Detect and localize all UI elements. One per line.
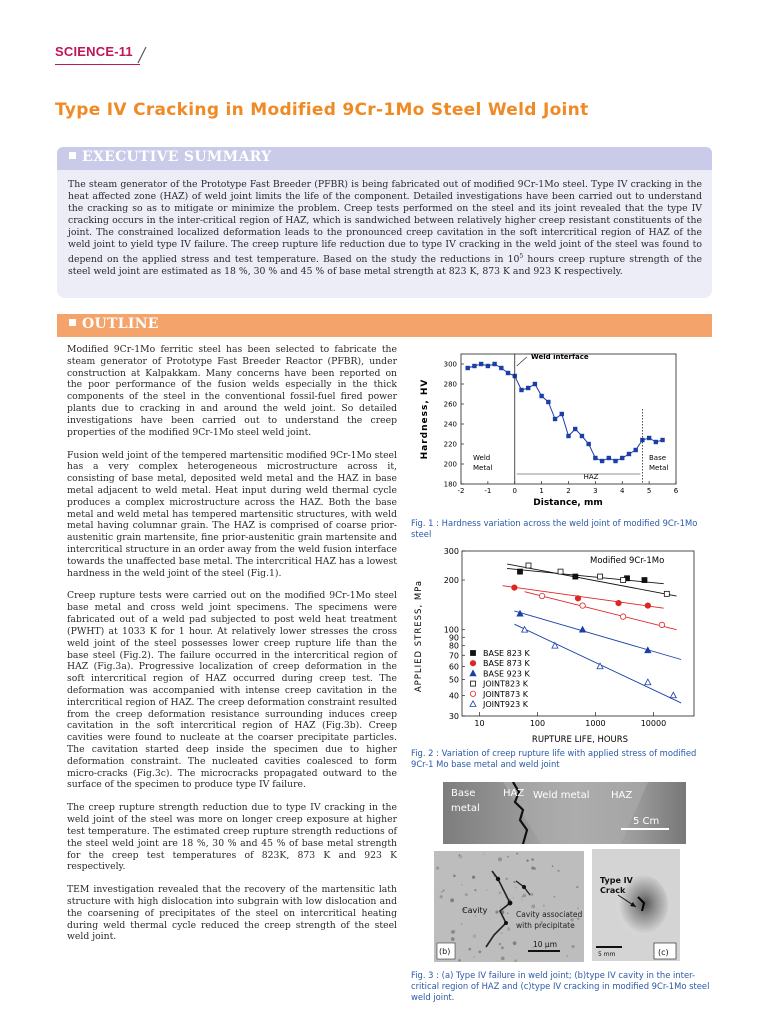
outline-paragraph: Creep rupture tests were carried out on the modified 9Cr-1Mo steel base metal and cross weld joint specimens. The specimens were fabricated out of a weld pad subjected to post weld heat treatment (PWHT) at 1033 K for 1 hour. At relatively lower stresses the cross weld joint of the steel possesses lower creep rupture life than the base steel (Fig.2). The failure occurred in the intercritical region of HAZ (Fig.3a). Progressive localization of creep deformation in the soft intercritical region of HAZ occurred during creep test. The deformation was accompanied with intense creep cavitation in the intercritical region of HAZ. The creep deformation constraint resulted from the creep deformation resistance surrounding induces creep cavitation in the soft intercritical region of HAZ (Fig.3b). Creep cavities were found to nucleate at the coarser precipitate particles. The cavitation started deep inside the specimen due to higher deformation constraint. The nucleated cavities coalesced to form micro-cracks (Fig.3c). The microcracks propagated outward to the surface of the specimen to produce type IV failure.	[67, 590, 397, 791]
fig3b-scale-label: 10 μm	[533, 940, 558, 949]
fig3b-cavity-label: Cavity	[462, 906, 488, 915]
executive-summary-text: The steam generator of the Prototype Fast Breeder (PFBR) is being fabricated out of modified 9Cr-1Mo steel. Type IV cracking in the heat affected zone (HAZ) of weld joint limits the life of the component. Detailed investigations have been carried out to understand the cracking so as to mitigate or minimize the problem. Creep tests performed on the steel and its joint revealed that the type IV cracking occurs in the inter-critical region of HAZ, which is sandwiched between relatively higher creep resistant constituents of the joint. The constrained localized deformation leads to the pronounced creep cavitation in the soft intercritical region of HAZ of the weld joint to yield type IV failure. The creep rupture life reduction due to type IV cracking in the weld joint of the steel was found to depend on the applied stress and test temperature. Based on the study the reductions in $10^5$ hours creep rupture strength of the steel weld joint are estimated as 18 %, 30 % and 45 % of base metal strength at 823 K, 873 K and 923 K respectively.	[68, 179, 702, 277]
fig2-y-tick-label: 80	[448, 641, 459, 651]
bullet-square-icon	[69, 319, 76, 326]
fig2-data-point	[620, 614, 625, 619]
outline-heading: OUTLINE	[82, 316, 159, 332]
fig2-data-point	[512, 585, 517, 590]
fig1-data-point	[586, 442, 590, 446]
fig2-trend-line	[525, 592, 677, 630]
fig2-data-point	[645, 603, 650, 608]
fig3a-base-metal-label: metal	[451, 803, 480, 814]
fig1-hardness-line	[468, 364, 663, 461]
fig2-ylabel: APPLIED STRESS, MPa	[414, 579, 424, 693]
fig2-y-tick-label: 40	[448, 691, 459, 701]
fig1-data-point	[580, 434, 584, 438]
fig2-caption	[411, 748, 713, 770]
fig3c-tag: (c)	[658, 948, 669, 957]
fig1-y-tick-label: 200	[443, 460, 457, 469]
fig1-data-point	[472, 364, 476, 368]
bullet-square-icon	[69, 152, 76, 159]
fig1-data-point	[526, 386, 530, 390]
section-tag: SCIENCE-11	[55, 44, 133, 59]
fig2-data-point	[552, 643, 558, 649]
fig1-y-tick-label: 240	[443, 420, 457, 429]
fig1-data-point	[607, 456, 611, 460]
fig2-trend-line	[507, 568, 664, 583]
outline-paragraph: Modified 9Cr-1Mo ferritic steel has been selected to fabricate the steam generator of Prototype Fast Breeder Reactor (PFBR), under construction at Kalpakkam. Many concerns have been reported on the poor performance of the fusion welds especially in the thick components of the steel in the conventional fossil-fuel fired power plants due to cracking in and around the weld joint. So detailed investigations have been carried out to understand the creep properties of the modified 9Cr-1Mo steel weld joint.	[67, 344, 397, 438]
fig1-data-point	[613, 459, 617, 463]
fig2-data-point	[616, 600, 621, 605]
fig2-caption-number: Fig. 2 :	[411, 748, 439, 758]
fig2-x-tick-label: 100	[529, 719, 546, 728]
fig2-data-point	[642, 578, 647, 583]
fig2-y-tick-label: 90	[448, 633, 459, 643]
fig1-data-point	[486, 364, 490, 368]
fig1-data-point	[466, 366, 470, 370]
fig2-legend-label: BASE 823 K	[483, 649, 530, 658]
fig1-data-point	[660, 438, 664, 442]
fig1-hardness-chart	[405, 346, 695, 510]
fig2-data-point	[575, 596, 580, 601]
fig1-data-point	[566, 434, 570, 438]
fig1-y-tick-label: 220	[443, 440, 457, 449]
fig2-y-tick-label: 30	[448, 712, 459, 721]
fig2-legend-marker	[470, 661, 475, 666]
fig1-data-point	[633, 448, 637, 452]
fig3b-micrograph	[434, 851, 584, 962]
fig1-x-tick-label: 5	[646, 487, 652, 495]
fig3a-base-metal-label: Base	[451, 788, 476, 799]
fig1-data-point	[560, 412, 564, 416]
fig1-x-tick-label: 0	[512, 487, 517, 495]
fig1-data-point	[506, 371, 510, 375]
fig1-base-metal-label: Base	[649, 454, 667, 462]
section-tag-slash	[136, 44, 148, 64]
fig1-y-tick-label: 260	[443, 400, 457, 409]
fig2-trend-line	[514, 611, 681, 660]
fig1-data-point	[600, 459, 604, 463]
fig2-legend-marker	[470, 691, 475, 696]
fig2-legend-label: BASE 873 K	[483, 659, 530, 669]
fig2-y-tick-label: 60	[448, 662, 459, 672]
fig1-data-point	[620, 456, 624, 460]
fig2-x-tick-label: 10	[474, 719, 485, 728]
fig1-data-point	[627, 452, 631, 456]
fig2-data-point	[518, 569, 523, 574]
fig1-data-point	[479, 362, 483, 366]
fig2-legend-marker	[470, 670, 476, 676]
fig2-y-tick-label: 100	[443, 625, 459, 635]
executive-summary-body	[57, 170, 712, 298]
fig2-legend-label: JOINT923 K	[483, 700, 528, 709]
fig1-x-tick-label: 4	[620, 487, 625, 495]
fig2-data-point	[659, 622, 664, 627]
fig2-y-tick-label: 200	[443, 576, 459, 586]
fig2-y-tick-label: 70	[448, 651, 459, 661]
fig1-xlabel: Distance, mm	[533, 498, 603, 508]
fig3a-macrograph	[443, 782, 686, 844]
fig2-data-point	[621, 578, 626, 583]
section-tag-underline	[55, 64, 140, 65]
fig3a-haz-label: HAZ	[503, 788, 525, 799]
outline-paragraph: TEM investigation revealed that the recovery of the martensitic lath structure with high dislocation into subgrain with low dislocation and the coarsening of precipitates of the steel on intercritical heating during weld thermal cycle reduced the creep strength of the steel weld joint.	[67, 884, 397, 943]
fig2-data-point	[598, 574, 603, 579]
fig2-data-point	[645, 679, 651, 685]
fig1-weld-metal-label: Weld	[473, 454, 491, 462]
fig1-weld-interface-pointer	[517, 357, 527, 366]
fig1-ylabel: Hardness, HV	[420, 378, 430, 460]
fig2-x-tick-label: 1000	[585, 719, 606, 728]
outline-header	[57, 314, 712, 337]
fig1-caption-number: Fig. 1 :	[411, 518, 439, 528]
fig1-x-tick-label: 1	[539, 487, 544, 495]
fig1-data-point	[492, 362, 496, 366]
outline-text-column	[67, 344, 397, 954]
fig2-data-point	[526, 563, 531, 568]
fig1-data-point	[519, 388, 523, 392]
fig2-legend-label: BASE 923 K	[483, 669, 530, 679]
fig3-caption	[411, 970, 713, 1003]
fig2-xlabel: RUPTURE LIFE, HOURS	[531, 735, 629, 745]
fig1-weld-interface-label: Weld interface	[531, 353, 589, 361]
fig1-data-point	[553, 417, 557, 421]
fig1-y-tick-label: 280	[443, 380, 457, 389]
fig3a-haz-label: HAZ	[611, 790, 633, 801]
fig3-caption-number: Fig. 3 :	[411, 970, 439, 980]
fig3a-scale-label: 5 Cm	[633, 816, 660, 827]
fig1-plot-frame	[461, 354, 676, 484]
fig1-weld-metal-label: Metal	[473, 464, 493, 472]
fig3b-cavity-associated-label: with precipitate	[516, 921, 575, 930]
fig2-data-point	[539, 593, 544, 598]
fig2-data-point	[522, 627, 528, 633]
fig2-legend-label: JOINT873 K	[483, 689, 528, 699]
fig1-data-point	[539, 394, 543, 398]
outline-paragraph: The creep rupture strength reduction due to type IV cracking in the weld joint of the steel was more on longer creep exposure at higher test temperature. The estimated creep rupture strength reductions of the steel weld joint are 18 %, 30 % and 45 % of base metal strength for the creep test temperatures of 823K, 873 K and 923 K respectively.	[67, 802, 397, 873]
fig1-y-tick-label: 180	[443, 480, 457, 489]
fig2-x-tick-label: 10000	[640, 719, 667, 728]
fig1-caption-text: Hardness variation across the weld joint of modified 9Cr-1Mo steel	[411, 518, 698, 539]
fig3c-scale-label: 5 mm	[598, 951, 616, 958]
fig2-caption-text: Variation of creep rupture life with applied stress of modified 9Cr-1 Mo base metal and weld joint	[411, 748, 697, 769]
fig2-trend-line	[514, 624, 681, 703]
fig2-data-point	[580, 603, 585, 608]
fig2-data-point	[558, 569, 563, 574]
executive-summary-heading: EXECUTIVE SUMMARY	[82, 149, 272, 165]
fig1-x-tick-label: 6	[673, 487, 679, 495]
fig1-caption	[411, 518, 711, 540]
fig2-data-point	[664, 591, 669, 596]
fig2-y-tick-label: 50	[448, 675, 459, 685]
fig2-trend-line	[507, 564, 676, 596]
fig2-data-point	[645, 647, 651, 653]
fig2-y-tick-label: 300	[443, 547, 459, 556]
fig1-data-point	[654, 440, 658, 444]
fig2-data-point	[670, 692, 676, 698]
fig3b-tag: (b)	[439, 947, 451, 956]
fig1-x-tick-label: -1	[484, 487, 492, 495]
fig1-x-tick-label: 3	[593, 487, 598, 495]
fig1-data-point	[499, 366, 503, 370]
fig1-data-point	[647, 436, 651, 440]
fig2-creep-chart	[405, 546, 705, 748]
fig3c-crack-label: Crack	[600, 886, 626, 895]
fig3a-weld-metal-label: Weld metal	[533, 790, 590, 801]
fig1-haz-label: HAZ	[583, 473, 599, 481]
fig1-data-point	[573, 427, 577, 431]
fig1-x-tick-label: -2	[457, 487, 465, 495]
fig2-data-point	[573, 574, 578, 579]
fig2-label: Modified 9Cr-1Mo	[590, 556, 665, 566]
fig3b-cavity-associated-label: Cavity associated	[516, 910, 583, 919]
fig3c-macrograph	[592, 849, 680, 961]
fig1-data-point	[593, 456, 597, 460]
fig2-legend-label: JOINT823 K	[483, 679, 528, 689]
fig3-caption-text: (a) Type IV failure in weld joint; (b)type IV cavity in the inter-critical region of HAZ and (c)type IV cracking in modified 9Cr-1Mo steel weld joint.	[411, 970, 710, 1002]
fig2-legend-marker	[471, 681, 476, 686]
fig1-data-point	[546, 400, 550, 404]
fig1-x-tick-label: 2	[566, 487, 571, 495]
fig1-data-point	[533, 382, 537, 386]
fig2-legend-marker	[470, 701, 476, 707]
fig3c-type-iv-label: Type IV	[600, 876, 633, 885]
executive-summary-header	[57, 147, 712, 170]
fig1-base-metal-label: Metal	[649, 464, 669, 472]
page-title: Type IV Cracking in Modified 9Cr-1Mo Steel Weld Joint	[55, 100, 589, 120]
fig1-y-tick-label: 300	[443, 360, 457, 369]
fig2-data-point	[580, 627, 586, 633]
fig2-legend-marker	[471, 651, 476, 656]
outline-paragraph: Fusion weld joint of the tempered martensitic modified 9Cr-1Mo steel has a very complex heterogeneous microstructure across it, consisting of base metal, deposited weld metal and the HAZ in base metal adjacent to weld metal. Heat input during weld thermal cycle produces a complex microstructure across the HAZ. Both the base metal and weld metal has tempered martensitic structures, with weld metal having columnar grain. The HAZ is comprised of coarse prior-austenitic grain martensite, fine prior-austenitic grain martensite and intercritical structure in an order away from the weld fusion interface towards the unaffected base metal. The intercritical HAZ has a lowest hardness in the weld joint of the steel (Fig.1).	[67, 449, 397, 579]
